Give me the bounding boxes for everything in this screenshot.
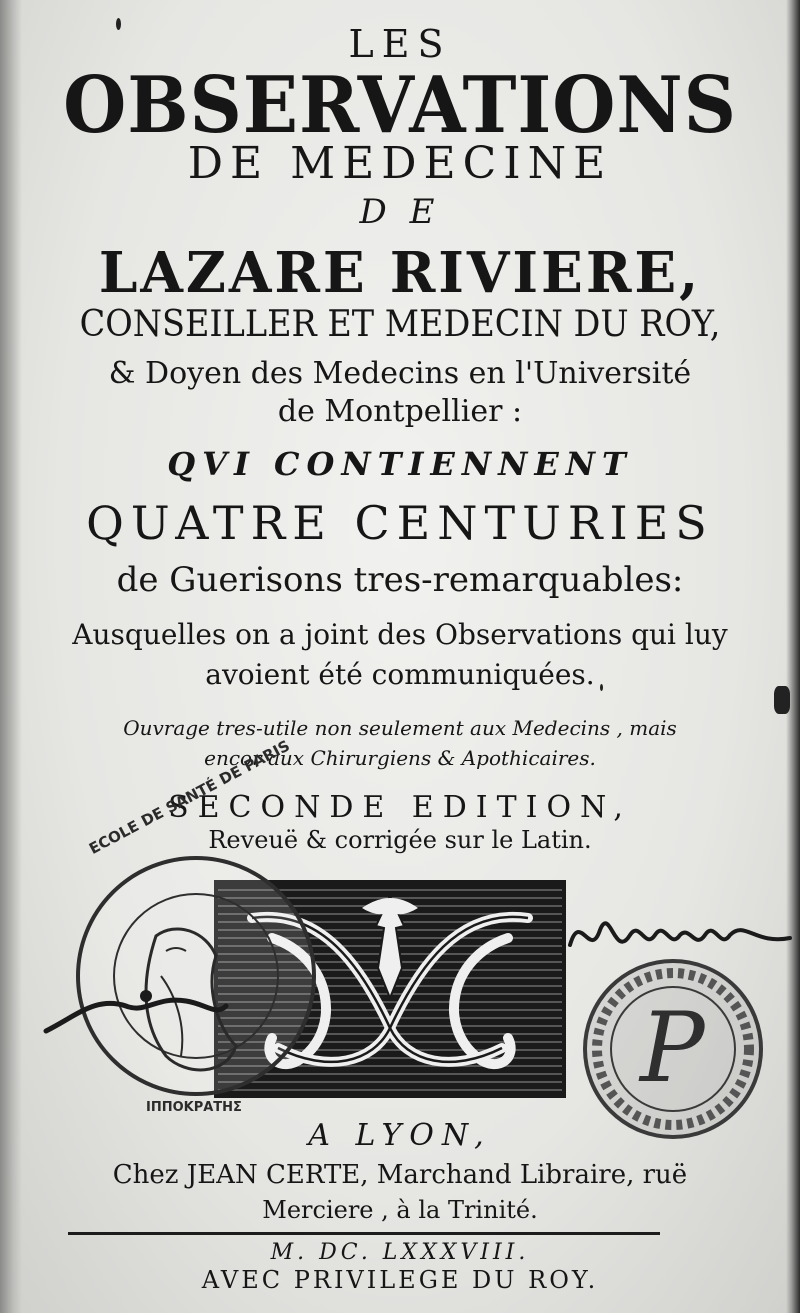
title-line-de-medecine: DE MEDECINE [187, 138, 613, 189]
ink-speck [116, 18, 121, 30]
ink-speck [774, 686, 790, 714]
audience-line2: encor aux Chirurgiens & Apothicaires. [204, 746, 596, 770]
imprint-rule [68, 1232, 660, 1235]
imprint-place: A LYON, [308, 1118, 492, 1153]
title-line-de: D E [359, 192, 441, 232]
imprint-publisher-line2: Merciere , à la Trinité. [262, 1196, 538, 1224]
description-line2: avoient été communiquées. [205, 658, 595, 691]
imprint-privilege: AVEC PRIVILEGE DU ROY. [201, 1266, 599, 1294]
ink-speck [600, 684, 603, 691]
edition-note: Reveuë & corrigée sur le Latin. [208, 826, 592, 854]
imprint-publisher-line1: Chez JEAN CERTE, Marchand Libraire, ruë [112, 1160, 688, 1190]
author-title: CONSEILLER ET MEDECIN DU ROY, [79, 304, 721, 345]
handwritten-scribble [36, 976, 236, 1046]
handwritten-signature [560, 900, 800, 970]
imprint-date: M. DC. LXXXVIII. [270, 1240, 530, 1265]
subtitle-qui-contiennent: QVI CONTIENNENT [167, 445, 633, 483]
subtitle-guerisons: de Guerisons tres-remarquables: [116, 560, 684, 600]
author-role-line2: de Montpellier : [277, 394, 523, 429]
library-stamp-left [66, 826, 338, 1116]
edition-heading: SECONDE EDITION, [168, 790, 632, 825]
author-role-line1: & Doyen des Medecins en l'Université [108, 356, 692, 391]
author-name: LAZARE RIVIERE, [98, 240, 702, 306]
title-line-les: LES [348, 22, 452, 66]
right-stamp-monogram: P [640, 992, 705, 1104]
description-line1: Ausquelles on a joint des Observations qui luy [72, 618, 728, 651]
title-line-observations: OBSERVATIONS [63, 60, 737, 151]
subtitle-quatre-centuries: QUATRE CENTURIES [86, 496, 714, 550]
left-stamp-text: ECOLE DE SANTÉ DE PARIS [86, 736, 293, 858]
left-stamp-caption: ΙΠΠΟΚΡΑΤΗΣ [146, 1100, 242, 1115]
audience-line1: Ouvrage tres-utile non seulement aux Medecins , mais [123, 716, 677, 740]
